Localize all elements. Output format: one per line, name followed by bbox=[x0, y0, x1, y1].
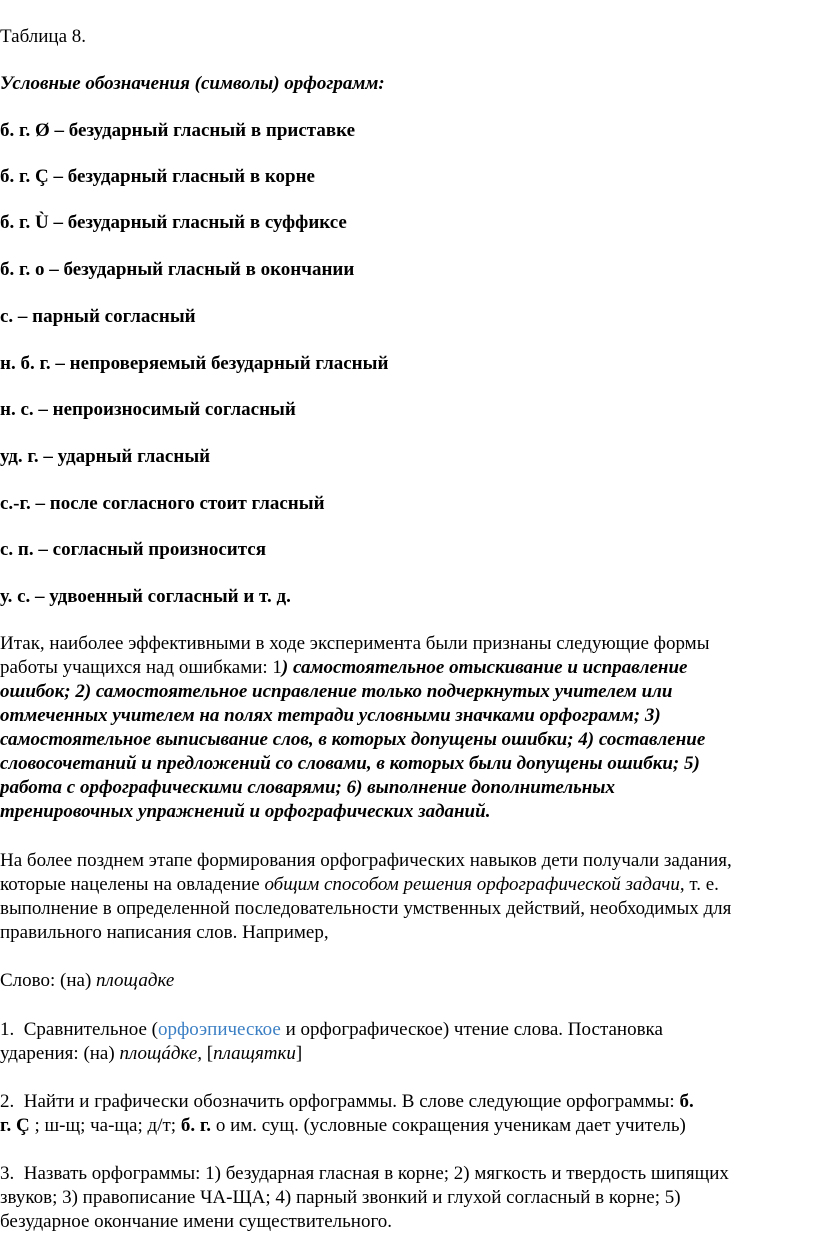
step-3-line2: звуков; 3) правописание ЧА-ЩА; 4) парный звонкий и глухой согласный в корне; 5) bbox=[0, 1187, 681, 1208]
para2-line: На более позднем этапе формирования орфографических навыков дети получали задания, bbox=[0, 850, 732, 871]
symbol-item: с.-г. – после согласного стоит гласный bbox=[0, 493, 325, 514]
step-2-line2: г. Ç ; ш-щ; ча-ща; д/т; б. г. о им. сущ. (условные сокращения ученикам дает учитель) bbox=[0, 1115, 686, 1136]
para1-line: отмеченных учителем на полях тетради условными значками орфограмм; 3) bbox=[0, 705, 661, 726]
symbol-item: б. г. Ù – безударный гласный в суффиксе bbox=[0, 212, 347, 233]
para1-line: работа с орфографическими словарями; 6) выполнение дополнительных bbox=[0, 777, 615, 798]
para1-line: самостоятельное выписывание слов, в которых допущены ошибки; 4) составление bbox=[0, 729, 706, 750]
para1-line: Итак, наиболее эффективными в ходе эксперимента были признаны следующие формы bbox=[0, 633, 710, 654]
symbol-item: б. г. Ç – безударный гласный в корне bbox=[0, 166, 315, 187]
symbols-heading: Условные обозначения (символы) орфограмм: bbox=[0, 73, 385, 94]
table-label: Таблица 8. bbox=[0, 26, 87, 47]
step-3: 3. Назвать орфограммы: 1) безударная гласная в корне; 2) мягкость и твердость шипящих bbox=[0, 1163, 729, 1184]
para2-line: правильного написания слов. Например, bbox=[0, 922, 329, 943]
para1-line: работы учащихся над ошибками: 1) самостоятельное отыскивание и исправление bbox=[0, 657, 688, 678]
symbol-item: б. г. о – безударный гласный в окончании bbox=[0, 259, 355, 280]
step-3-line3: безударное окончание имени существительного. bbox=[0, 1211, 393, 1232]
para1-line: тренировочных упражнений и орфографических заданий. bbox=[0, 801, 491, 822]
symbol-item: с. п. – согласный произносится bbox=[0, 539, 266, 560]
step-1: 1. Сравнительное (орфоэпическое и орфографическое) чтение слова. Постановка bbox=[0, 1019, 663, 1040]
para1-line: ошибок; 2) самостоятельное исправление только подчеркнутых учителем или bbox=[0, 681, 673, 702]
symbol-item: б. г. Ø – безударный гласный в приставке bbox=[0, 120, 356, 141]
orthoepic-link[interactable]: орфоэпическое bbox=[157, 1019, 281, 1040]
step-1-line2: ударения: (на) площáдке, [плащятки] bbox=[0, 1043, 303, 1064]
symbol-item: у. с. – удвоенный согласный и т. д. bbox=[0, 586, 291, 607]
symbol-item: уд. г. – ударный гласный bbox=[0, 446, 211, 467]
symbol-item: н. б. г. – непроверяемый безударный гласный bbox=[0, 353, 389, 374]
symbol-item: н. с. – непроизносимый согласный bbox=[0, 399, 296, 420]
para1-line: словосочетаний и предложений со словами, в которых были допущены ошибки; 5) bbox=[0, 753, 700, 774]
para2-line: которые нацелены на овладение общим способом решения орфографической задачи, т. е. bbox=[0, 874, 719, 895]
symbol-item: с. – парный согласный bbox=[0, 306, 196, 327]
example-word: Слово: (на) площадке bbox=[0, 970, 175, 991]
step-2: 2. Найти и графически обозначить орфограммы. В слове следующие орфограммы: б. bbox=[0, 1091, 694, 1112]
para2-line: выполнение в определенной последовательности умственных действий, необходимых для bbox=[0, 898, 732, 919]
